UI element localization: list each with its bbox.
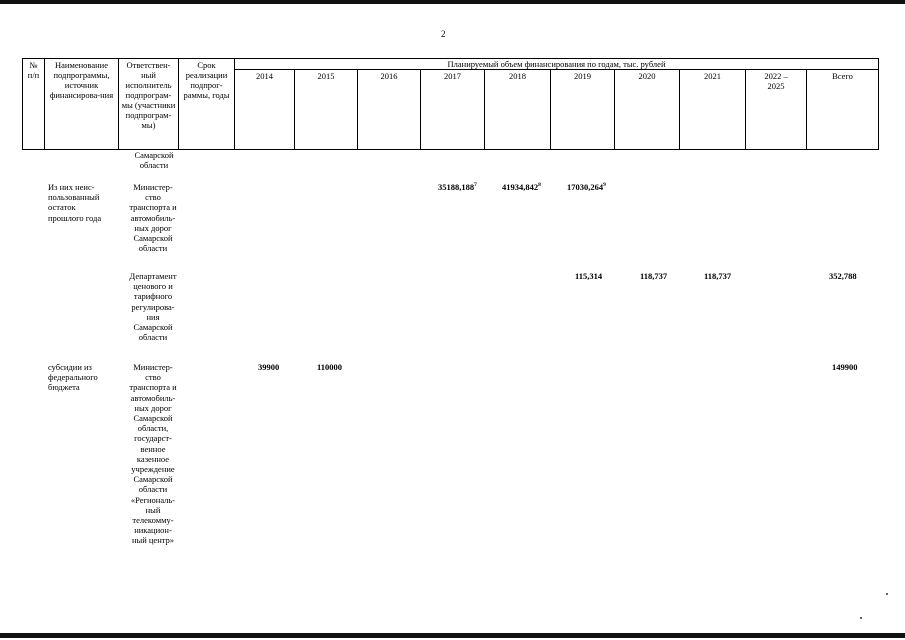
- bottom-border: [0, 633, 905, 638]
- row1-name: Из них неис- пользованный остаток прошлого года: [48, 182, 102, 223]
- row3-value-2014: 39900: [258, 362, 280, 372]
- year-2022-2025-header: 2022 – 2025: [746, 70, 807, 150]
- year-2021-header: 2021: [680, 70, 746, 150]
- row2-value-2020: 118,737: [640, 271, 668, 281]
- row1-value-2019: 17030,264$^9$: [567, 182, 606, 192]
- top-border: [0, 0, 905, 4]
- row2-value-2019: 115,314: [575, 271, 603, 281]
- page-number: 2: [441, 29, 446, 39]
- row2-value-2021: 118,737: [704, 271, 732, 281]
- row3-total: 149900: [832, 362, 858, 372]
- col-num-header: № п/п: [23, 59, 45, 150]
- row1-value-2017: 35188,188$^7$: [438, 182, 477, 192]
- row3-name: субсидии из федерального бюджета: [48, 362, 98, 393]
- year-2014-header: 2014: [235, 70, 295, 150]
- row3-executor: Министер- ство транспорта и автомобиль- ных дорог Самарской области, государст- венное казенное учреждение Самарской области «Региональ- ный телекомму- никацион- ный центр»: [129, 362, 177, 546]
- year-2019-header: 2019: [551, 70, 615, 150]
- col-exec-header: Ответствен-ный исполнитель подпрограм-мы (участники подпрограм-мы): [119, 59, 179, 150]
- header-table: [22, 58, 879, 150]
- year-2018-header: 2018: [485, 70, 551, 150]
- scan-speck: [860, 617, 862, 619]
- year-2015-header: 2015: [295, 70, 358, 150]
- financing-header: Планируемый объем финансирования по годам, тыс. рублей: [235, 59, 879, 70]
- year-2017-header: 2017: [421, 70, 485, 150]
- carryover-executor: Самарской области: [134, 150, 174, 171]
- row1-value-2018: 41934,842$^8$: [502, 182, 541, 192]
- total-header: Всего: [807, 70, 879, 150]
- col-name-header: Наименование подпрограммы, источник финансирова-ния: [45, 59, 119, 150]
- col-term-header: Срок реализации подпрог-раммы, годы: [179, 59, 235, 150]
- row2-total: 352,788: [829, 271, 857, 281]
- year-2016-header: 2016: [358, 70, 421, 150]
- scan-speck: [886, 593, 888, 595]
- row2-executor: Департамент ценового и тарифного регулирова- ния Самарской области: [129, 271, 177, 343]
- row1-executor: Министер- ство транспорта и автомобиль- ных дорог Самарской области: [129, 182, 177, 254]
- row3-value-2015: 110000: [317, 362, 343, 372]
- year-2020-header: 2020: [615, 70, 680, 150]
